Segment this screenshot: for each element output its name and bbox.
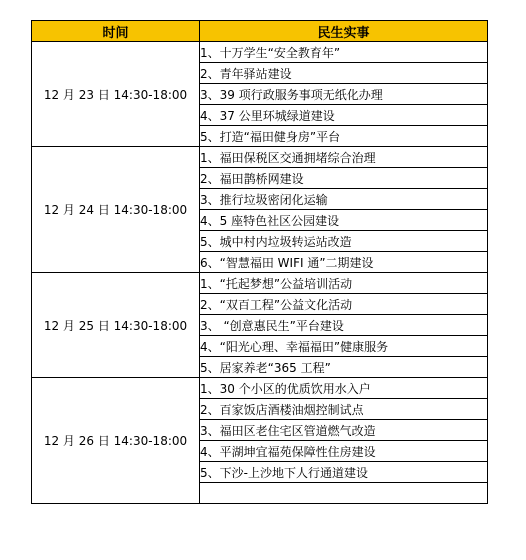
event-item: 5、下沙-上沙地下人行通道建设	[200, 462, 488, 483]
event-item: 1、福田保税区交通拥堵综合治理	[200, 147, 488, 168]
event-item: 3、推行垃圾密闭化运输	[200, 189, 488, 210]
event-item: 2、福田鹊桥网建设	[200, 168, 488, 189]
time-cell: 12 月 23 日 14:30-18:00	[32, 42, 200, 147]
table-row	[32, 378, 488, 399]
time-cell: 12 月 25 日 14:30-18:00	[32, 273, 200, 378]
event-item: 1、十万学生“安全教育年”	[200, 42, 488, 63]
schedule-body	[32, 42, 488, 504]
table-row	[32, 147, 488, 168]
event-item: 1、“托起梦想”公益培训活动	[200, 273, 488, 294]
event-item: 5、居家养老“365 工程”	[200, 357, 488, 378]
event-item: 4、37 公里环城绿道建设	[200, 105, 488, 126]
event-item: 3、 “创意惠民生”平台建设	[200, 315, 488, 336]
event-item: 4、5 座特色社区公园建设	[200, 210, 488, 231]
event-item: 4、“阳光心理、幸福福田”健康服务	[200, 336, 488, 357]
event-item: 5、城中村内垃圾转运站改造	[200, 231, 488, 252]
header-time: 时间	[32, 21, 200, 42]
time-cell: 12 月 24 日 14:30-18:00	[32, 147, 200, 273]
event-item: 4、平湖坤宜福苑保障性住房建设	[200, 441, 488, 462]
event-item: 2、青年驿站建设	[200, 63, 488, 84]
event-item: 6、“智慧福田 WIFI 通”二期建设	[200, 252, 488, 273]
event-item: 2、“双百工程”公益文化活动	[200, 294, 488, 315]
event-item: 3、39 项行政服务事项无纸化办理	[200, 84, 488, 105]
event-item: 2、百家饭店酒楼油烟控制试点	[200, 399, 488, 420]
schedule-table	[31, 20, 488, 504]
time-cell: 12 月 26 日 14:30-18:00	[32, 378, 200, 504]
table-row	[32, 273, 488, 294]
event-item: 5、打造“福田健身房”平台	[200, 126, 488, 147]
empty-cell	[200, 483, 488, 504]
header-event: 民生实事	[200, 21, 488, 42]
header-row	[32, 21, 488, 42]
table-row	[32, 42, 488, 63]
event-item: 3、福田区老住宅区管道燃气改造	[200, 420, 488, 441]
event-item: 1、30 个小区的优质饮用水入户	[200, 378, 488, 399]
